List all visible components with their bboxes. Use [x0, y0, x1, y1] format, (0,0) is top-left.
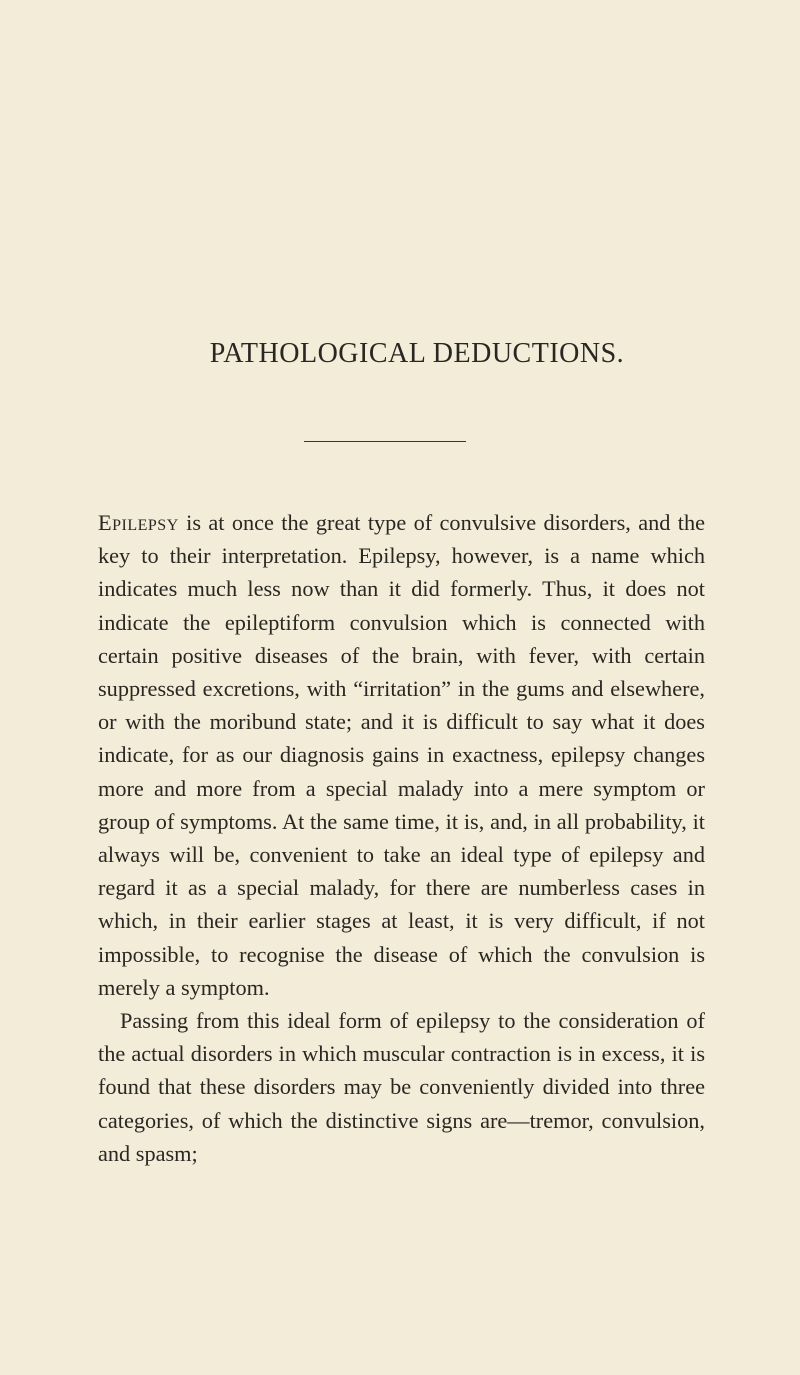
paragraph-2-text: Passing from this ideal form of epilepsy to the consideration of the actual disorders in which muscular contraction is in excess, it is found that these disorders may be conveniently divided into three categories, of which the distinctive signs are—tremor, convulsion, and spasm; [98, 1008, 705, 1166]
paragraph-2 [98, 1004, 705, 1170]
body-text [98, 506, 705, 1170]
heading-rule [304, 441, 466, 442]
paragraph-1-text: is at once the great type of convulsive disorders, and the key to their interpretation. Epilepsy, however, is a name which indicates much less now than it did formerly. Thus, it does not indicate the epileptiform convulsion which is connected with certain positive diseases of the brain, with fever, with certain suppressed excretions, with “irritation” in the gums and elsewhere, or with the moribund state; and it is difficult to say what it does indicate, for as our diagnosis gains in exactness, epilepsy changes more and more from a special malady into a mere symptom or group of symptoms. At the same time, it is, and, in all probability, it always will be, convenient to take an ideal type of epilepsy and regard it as a special malady, for there are numberless cases in which, in their earlier stages at least, it is very difficult, if not impossible, to recognise the disease of which the convulsion is merely a symptom. [98, 510, 705, 1000]
chapter-heading: PATHOLOGICAL DEDUCTIONS. [209, 338, 625, 369]
paragraph-1-lead-word: Epilepsy [98, 510, 179, 535]
paragraph-1 [98, 506, 705, 1004]
